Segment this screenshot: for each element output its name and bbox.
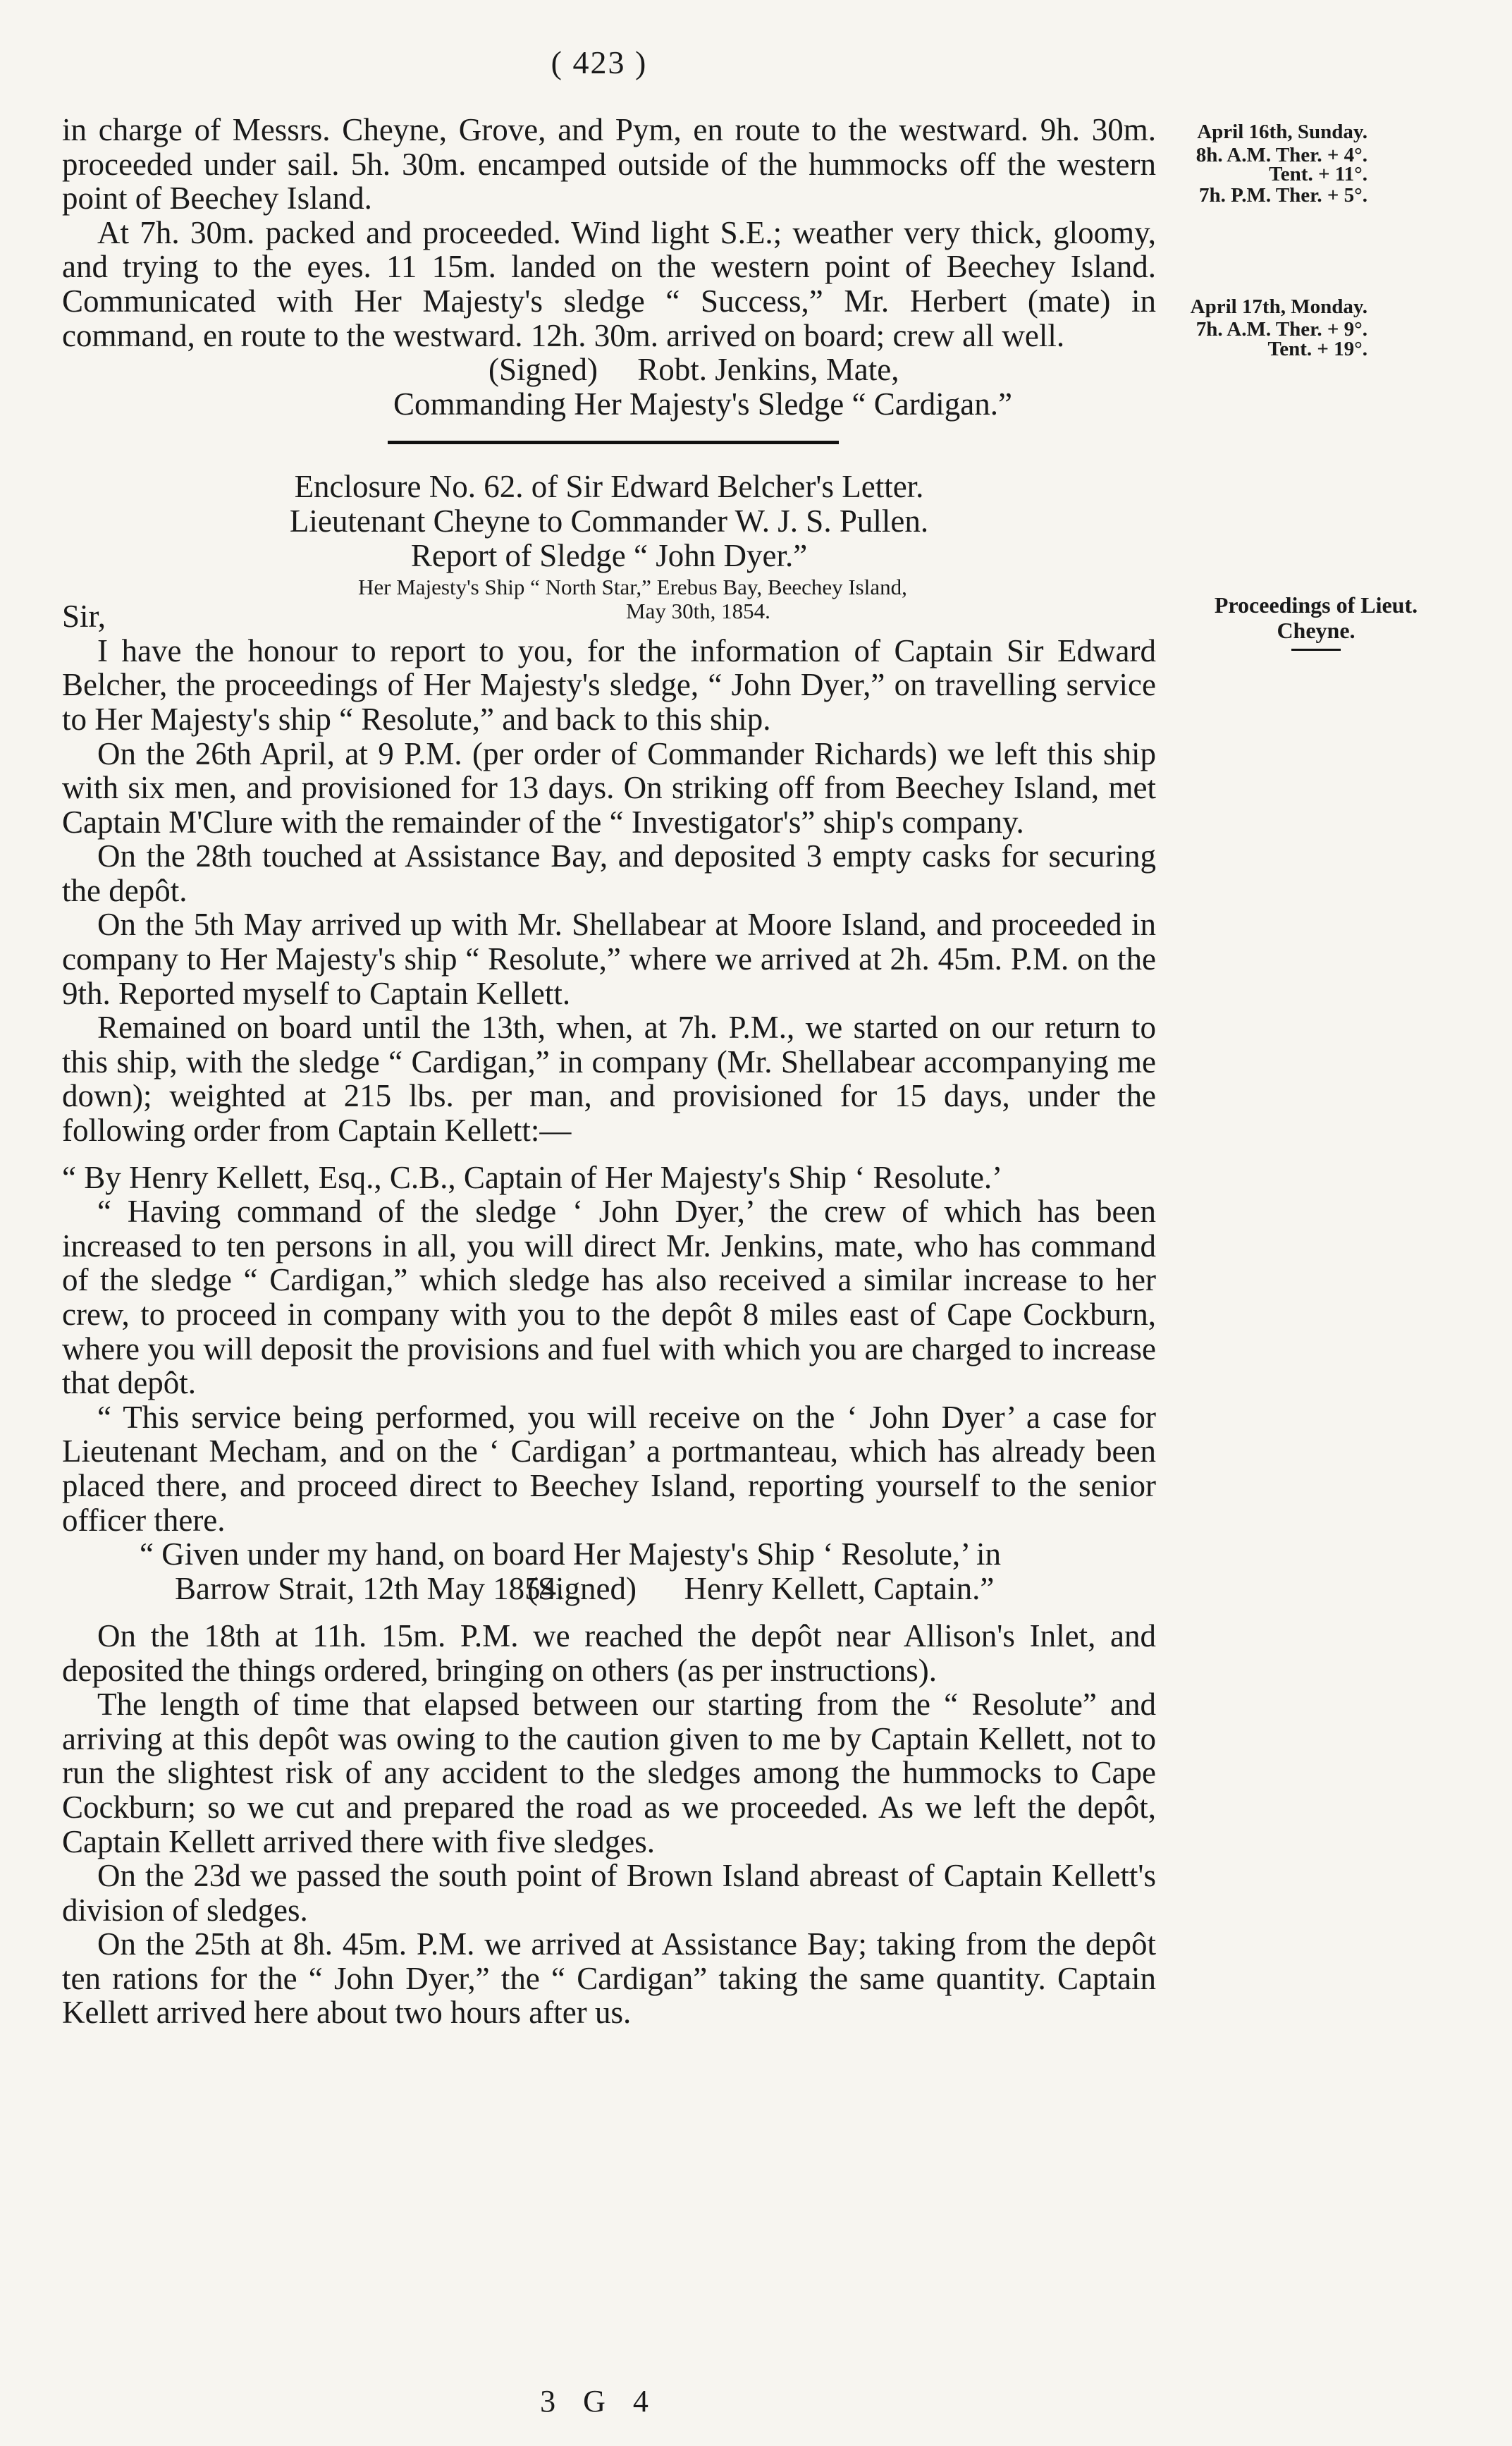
report-heading: Report of Sledge “ John Dyer.”: [410, 537, 808, 573]
side-heading-text: Proceedings of Lieut. Cheyne.: [1214, 592, 1418, 643]
body-paragraph-4: On the 5th May arrived up with Mr. Shellabear at Moore Island, and proceeded in company to Her Majesty's ship “ Resolute,” where we arrived at 2h. 45m. P.M. on the 9th. Reported myself to Captain Kellett.: [62, 907, 1156, 1011]
body-paragraph-7: The length of time that elapsed between our starting from the “ Resolute” and arriving at this depôt was owing to the caution given to me by Captain Kellett, not to run the slightest risk of any accident to the sledges among the hummocks to Cape Cockburn; so we cut and prepared the road as we proceeded. As we left the depôt, Captain Kellett arrived there with five sledges.: [62, 1687, 1156, 1859]
page-number: ( 423 ): [551, 44, 648, 80]
enclosure-subtitle: Lieutenant Cheyne to Commander W. J. S. Pullen.: [289, 503, 929, 539]
side-heading-rule: [1291, 649, 1341, 651]
order-heading: “ By Henry Kellett, Esq., C.B., Captain of Her Majesty's Ship ‘ Resolute.’: [62, 1159, 1003, 1195]
top-paragraph-2: At 7h. 30m. packed and proceeded. Wind light S.E.; weather very thick, gloomy, and trying to the eyes. 11 15m. landed on the western point of Beechey Island. Communicated with Her Majesty's sledge “ Success,” Mr. Herbert (mate) in command, en route to the westward. 12h. 30m. arrived on board; crew all well.: [62, 214, 1156, 353]
body-paragraph-6: On the 18th at 11h. 15m. P.M. we reached the depôt near Allison's Inlet, and deposited the things ordered, bringing on others (as per instructions).: [62, 1618, 1156, 1688]
section-divider: [388, 441, 839, 444]
margin-note-april17-tent: Tent. + 19°.: [1267, 338, 1367, 360]
top-paragraph-1: in charge of Messrs. Cheyne, Grove, and Pym, en route to the westward. 9h. 30m. proceeded under sail. 5h. 30m. encamped outside of the hummocks off the western point of Beechey Island.: [62, 112, 1156, 216]
body-paragraph-5: Remained on board until the 13th, when, at 7h. P.M., we started on our return to this ship, with the sledge “ Cardigan,” in company (Mr. Shellabear accompanying me down); weighted at 215 lbs. per man, and provisioned for 15 days, under the following order from Captain Kellett:—: [62, 1010, 1156, 1149]
body-paragraph-3: On the 28th touched at Assistance Bay, and deposited 3 empty casks for securing the depôt.: [62, 838, 1156, 908]
body-paragraph-2: On the 26th April, at 9 P.M. (per order of Commander Richards) we left this ship with six men, and provisioned for 13 days. On striking off from Beechey Island, met Captain M'Clure with the remainder of the “ Investigator's” ship's company.: [62, 735, 1156, 840]
spacer: [62, 1148, 1156, 1161]
body-paragraph-8: On the 23d we passed the south point of Brown Island abreast of Captain Kellett's division of sledges.: [62, 1858, 1156, 1928]
salutation: Sir,: [62, 599, 106, 635]
enclosure-title: Enclosure No. 62. of Sir Edward Belcher's Letter.: [294, 469, 924, 505]
printer-signature-mark: 3 G 4: [540, 2384, 658, 2419]
margin-note-april17-am: 7h. A.M. Ther. + 9°.: [1196, 318, 1367, 341]
margin-note-april17-date: April 17th, Monday.: [1190, 295, 1367, 318]
main-text-column: [62, 113, 1156, 2030]
margin-note-april16-tent: Tent. + 11°.: [1269, 163, 1367, 185]
jenkins-commanding: Commanding Her Majesty's Sledge “ Cardigan.”: [393, 386, 1012, 422]
margin-note-april16-date: April 16th, Sunday.: [1197, 121, 1367, 143]
kellett-signature: (Signed) Henry Kellett, Captain.”: [527, 1571, 995, 1607]
order-paragraph-1: “ Having command of the sledge ‘ John Dyer,’ the crew of which has been increased to ten persons in all, you will direct Mr. Jenkins, mate, who has command of the sledge “ Cardigan,” which sledge has also received a similar increase to her crew, to proceed in company with you to the depôt 8 miles east of Cape Cockburn, where you will deposit the provisions and fuel with which you are charged to increase that depôt.: [62, 1194, 1156, 1401]
body-paragraph-9: On the 25th at 8h. 45m. P.M. we arrived at Assistance Bay; taking from the depôt ten rations for the “ John Dyer,” the “ Cardigan” taking the same quantity. Captain Kellett arrived here about two hours after us.: [62, 1926, 1156, 2031]
body-paragraph-1: I have the honour to report to you, for the information of Captain Sir Edward Belcher, the proceedings of Her Majesty's sledge, “ John Dyer,” on travelling service to Her Majesty's ship “ Resolute,” and back to this ship.: [62, 632, 1156, 737]
ship-address: Her Majesty's Ship “ North Star,” Erebus Bay, Beechey Island,: [358, 575, 907, 600]
order-given-line-1: “ Given under my hand, on board Her Majesty's Ship ‘ Resolute,’ in: [140, 1536, 1002, 1572]
margin-note-april16-pm: 7h. P.M. Ther. + 5°.: [1199, 184, 1367, 207]
spacer: [62, 1606, 1156, 1619]
side-heading: [1196, 592, 1436, 651]
letter-date: May 30th, 1854.: [626, 599, 770, 624]
order-paragraph-2: “ This service being performed, you will receive on the ‘ John Dyer’ a case for Lieutenant Mecham, and on the ‘ Cardigan’ a portmanteau, which has already been placed there, and proceed direct to Beechey Island, reporting yourself to the senior officer there.: [62, 1399, 1156, 1538]
order-given-line-2: Barrow Strait, 12th May 1854.: [175, 1570, 565, 1606]
jenkins-signature: (Signed) Robt. Jenkins, Mate,: [488, 352, 899, 388]
margin-note-april16-am: 8h. A.M. Ther. + 4°.: [1196, 144, 1367, 166]
